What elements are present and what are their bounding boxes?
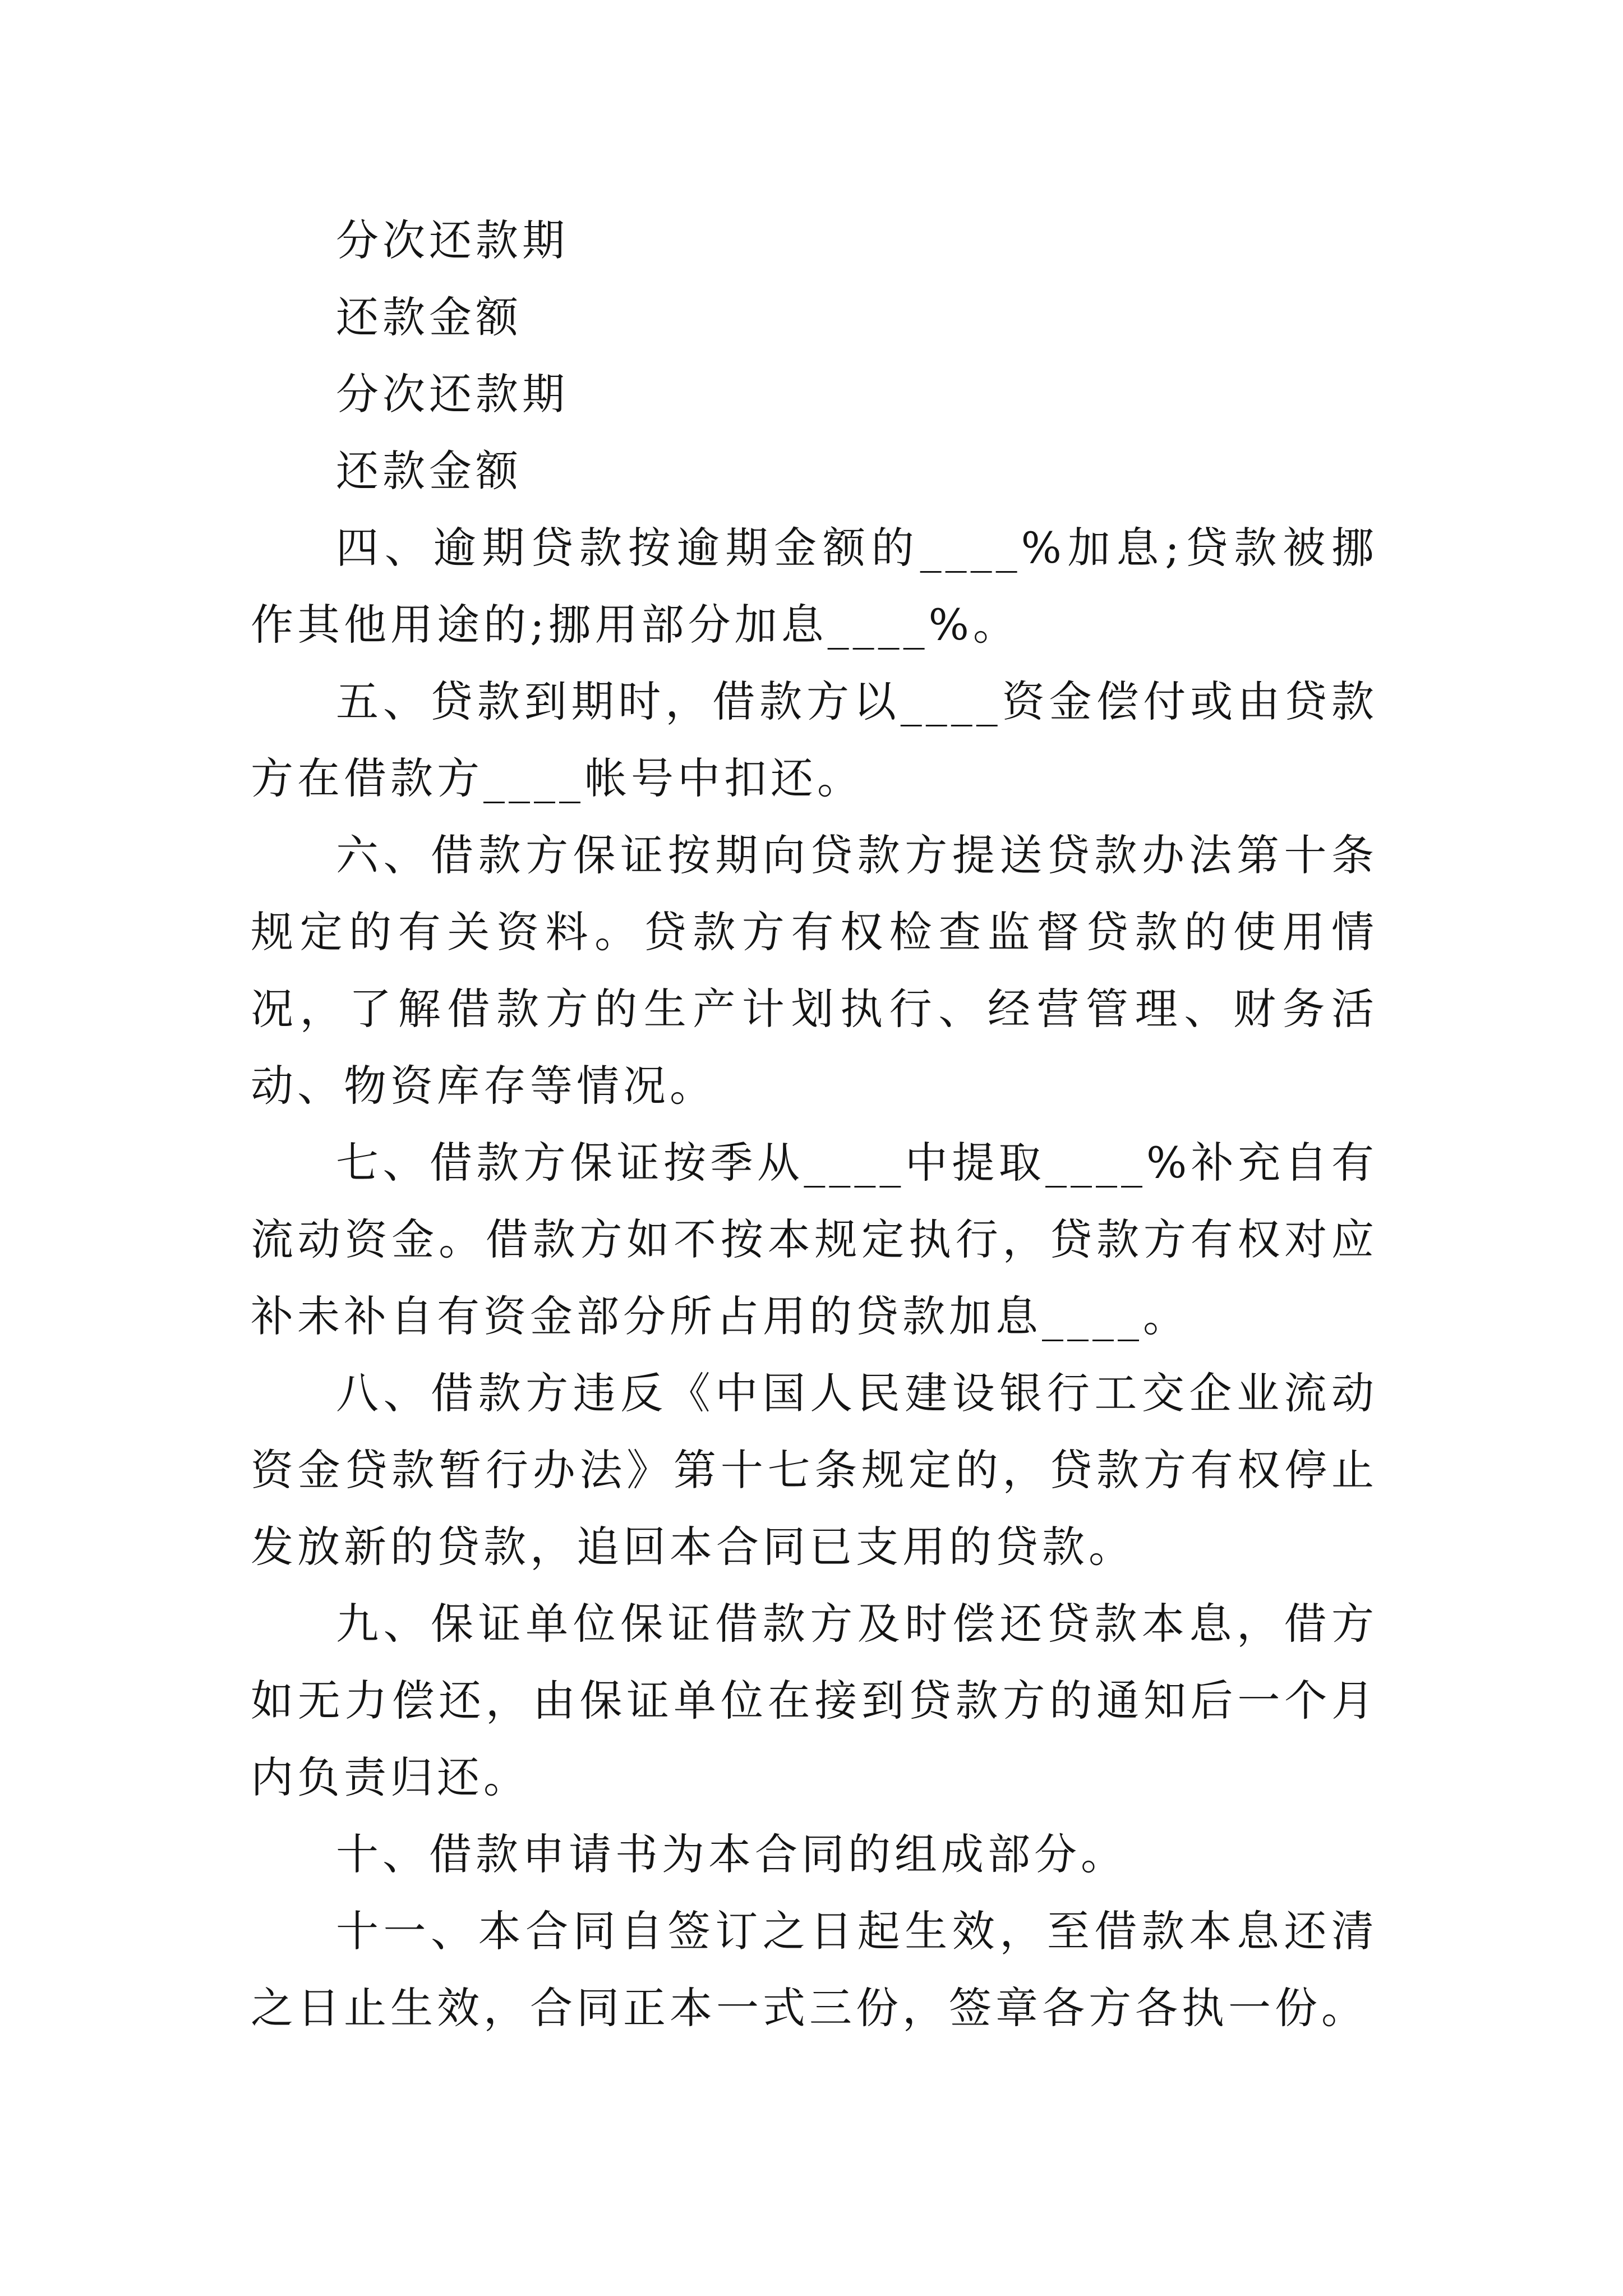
schedule-line-installment-period: 分次还款期 xyxy=(336,215,569,265)
clause-5-repayment-method: 五、贷款到期时，借款方以____资金偿付或由贷款方在借款方____帐号中扣还。 xyxy=(251,677,1378,803)
clause-10-application: 十、借款申请书为本合同的组成部分。 xyxy=(336,1829,1127,1879)
clause-7-working-capital: 七、借款方保证按季从____中提取____%补充自有流动资金。借款方如不按本规定执行，贷款方有权对应补未补自有资金部分所占用的贷款加息____。 xyxy=(251,1138,1378,1341)
clause-4-overdue-interest: 四、逾期贷款按逾期金额的____%加息;贷款被挪作其他用途的;挪用部分加息____%。 xyxy=(251,523,1378,650)
clause-8-violation: 八、借款方违反《中国人民建设银行工交企业流动资金贷款暂行办法》第十七条规定的，贷款方有权停止发放新的贷款，追回本合同已支用的贷款。 xyxy=(251,1368,1378,1572)
schedule-line-repayment-amount: 还款金额 xyxy=(336,292,522,342)
schedule-line-repayment-amount: 还款金额 xyxy=(336,446,522,496)
clause-6-information-disclosure: 六、借款方保证按期向贷款方提送贷款办法第十条规定的有关资料。贷款方有权检查监督贷款的使用情况，了解借款方的生产计划执行、经营管理、财务活动、物资库存等情况。 xyxy=(251,830,1378,1111)
clause-11-effective-date: 十一、本合同自签订之日起生效，至借款本息还清之日止生效，合同正本一式三份，签章各方各执一份。 xyxy=(251,1906,1378,2033)
clause-9-guarantee: 九、保证单位保证借款方及时偿还贷款本息，借方如无力偿还，由保证单位在接到贷款方的通知后一个月内负责归还。 xyxy=(251,1599,1378,1802)
schedule-line-installment-period: 分次还款期 xyxy=(336,369,569,419)
document-body xyxy=(251,202,1378,2046)
